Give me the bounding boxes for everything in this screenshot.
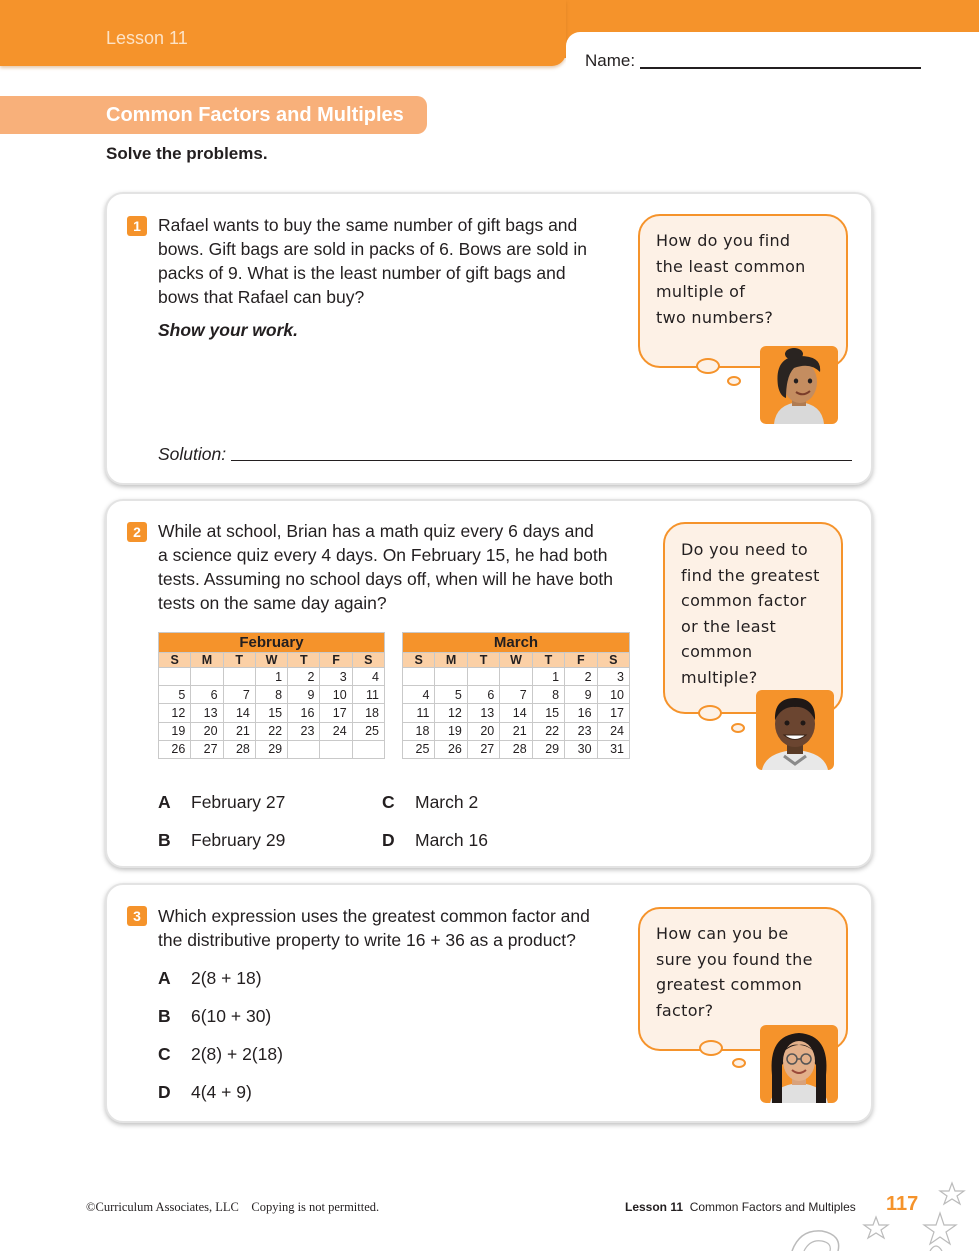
calendar-day: 13 [191, 704, 223, 722]
calendar-day [403, 668, 435, 686]
question-2-line: tests. Assuming no school days off, when will he have both [158, 569, 613, 589]
calendar-day: 21 [223, 722, 255, 740]
student-girl-avatar-icon [760, 346, 838, 424]
calendar-day: 5 [435, 686, 467, 704]
option-letter: D [158, 1082, 171, 1102]
q2-option-d[interactable]: March 16 [415, 830, 488, 850]
q2-option-b[interactable]: February 29 [191, 830, 286, 850]
copyright-notice: ©Curriculum Associates, LLC Copying is not permitted. [86, 1200, 380, 1214]
calendar-day: 15 [255, 704, 287, 722]
student-boy-avatar-icon [756, 690, 834, 770]
calendar-day: 27 [467, 740, 499, 758]
solution-label: Solution: [158, 444, 227, 464]
thought-puff [732, 1058, 746, 1068]
calendar-day: 29 [255, 740, 287, 758]
calendar-day: 8 [255, 686, 287, 704]
q3-option-b[interactable]: 6(10 + 30) [191, 1006, 272, 1026]
calendar-day: 10 [597, 686, 629, 704]
weekday-header: M [435, 653, 467, 668]
option-letter: D [382, 830, 395, 850]
calendar-day: 14 [223, 704, 255, 722]
calendar-day: 22 [532, 722, 564, 740]
calendar-day: 22 [255, 722, 287, 740]
calendar-day [467, 668, 499, 686]
calendar-day: 6 [467, 686, 499, 704]
q2-option-a[interactable]: February 27 [191, 792, 286, 812]
calendar-day: 21 [500, 722, 532, 740]
calendar-day [159, 668, 191, 686]
calendar-day: 1 [255, 668, 287, 686]
show-work-label: Show your work. [158, 320, 299, 340]
calendar-day: 13 [467, 704, 499, 722]
weekday-header: F [320, 653, 352, 668]
calendar-day: 31 [597, 740, 629, 758]
name-label: Name: [585, 51, 636, 70]
student-girl-glasses-avatar-icon [760, 1025, 838, 1103]
calendar-day [435, 668, 467, 686]
calendar-day: 17 [320, 704, 352, 722]
thought-puff [699, 1040, 723, 1056]
calendar-day [352, 740, 384, 758]
calendar-day: 17 [597, 704, 629, 722]
weekday-header: F [565, 653, 597, 668]
weekday-header: T [467, 653, 499, 668]
calendar-day: 5 [159, 686, 191, 704]
calendar-day: 27 [191, 740, 223, 758]
calendar-day: 18 [403, 722, 435, 740]
calendar-day: 23 [565, 722, 597, 740]
q3-option-a[interactable]: 2(8 + 18) [191, 968, 262, 988]
calendar-february [158, 632, 385, 759]
calendar-day: 7 [500, 686, 532, 704]
option-letter: C [158, 1044, 171, 1064]
calendar-day: 20 [467, 722, 499, 740]
option-letter: A [158, 968, 171, 988]
calendar-day: 8 [532, 686, 564, 704]
lesson-label: Lesson 11 [106, 28, 188, 48]
calendar-day: 12 [159, 704, 191, 722]
instructions: Solve the problems. [106, 144, 268, 163]
weekday-header: S [403, 653, 435, 668]
weekday-header: W [255, 653, 287, 668]
calendar-day: 20 [191, 722, 223, 740]
calendar-march [402, 632, 630, 759]
option-letter: B [158, 1006, 171, 1026]
calendar-day: 4 [403, 686, 435, 704]
calendar-day: 7 [223, 686, 255, 704]
calendar-day: 18 [352, 704, 384, 722]
calendar-day: 23 [288, 722, 320, 740]
calendar-day: 16 [288, 704, 320, 722]
calendar-day [288, 740, 320, 758]
calendar-day: 3 [320, 668, 352, 686]
footer-lesson-number: Lesson 11 [625, 1200, 684, 1214]
calendar-day [191, 668, 223, 686]
footer-lesson-title: Common Factors and Multiples [689, 1200, 856, 1214]
calendar-day: 24 [320, 722, 352, 740]
question-2-line: a science quiz every 4 days. On February 15, he had both [158, 545, 608, 565]
calendar-day: 19 [435, 722, 467, 740]
weekday-header: S [159, 653, 191, 668]
q3-option-c[interactable]: 2(8) + 2(18) [191, 1044, 283, 1064]
stars-decoration-icon [780, 1175, 979, 1251]
question-3-text [158, 904, 590, 952]
calendar-day: 1 [532, 668, 564, 686]
thought-puff [731, 723, 745, 733]
calendar-day: 9 [565, 686, 597, 704]
weekday-header: M [191, 653, 223, 668]
calendar-day: 3 [597, 668, 629, 686]
weekday-header: T [532, 653, 564, 668]
calendar-day: 9 [288, 686, 320, 704]
option-letter: A [158, 792, 171, 812]
calendar-day: 15 [532, 704, 564, 722]
question-1-text [158, 213, 587, 309]
q2-option-c[interactable]: March 2 [415, 792, 479, 812]
question-3-number: 3 [127, 906, 147, 926]
calendar-day: 29 [532, 740, 564, 758]
calendar-day: 2 [288, 668, 320, 686]
question-1-line: bows that Rafael can buy? [158, 287, 365, 307]
calendar-day: 30 [565, 740, 597, 758]
calendar-day [320, 740, 352, 758]
option-letter: B [158, 830, 171, 850]
question-3-line: the distributive property to write 16 + 36 as a product? [158, 930, 576, 950]
calendar-day: 25 [352, 722, 384, 740]
thought-puff [696, 358, 720, 374]
calendar-day: 28 [223, 740, 255, 758]
question-2-line: tests on the same day again? [158, 593, 387, 613]
name-field[interactable] [640, 67, 921, 69]
q3-option-d[interactable]: 4(4 + 9) [191, 1082, 252, 1102]
question-1-line: packs of 9. What is the least number of gift bags and [158, 263, 566, 283]
option-letter: C [382, 792, 395, 812]
calendar-day: 11 [352, 686, 384, 704]
page-title: Common Factors and Multiples [106, 104, 404, 126]
calendar-day: 10 [320, 686, 352, 704]
calendar-month: March [403, 633, 630, 653]
thought-puff [698, 705, 722, 721]
question-1-number: 1 [127, 216, 147, 236]
thought-bubble-3-text: How can you be sure you found the greatest common factor? [656, 924, 813, 1020]
calendar-day: 26 [435, 740, 467, 758]
question-1-line: Rafael wants to buy the same number of gift bags and [158, 215, 578, 235]
calendar-day: 25 [403, 740, 435, 758]
calendar-day: 2 [565, 668, 597, 686]
thought-puff [727, 376, 741, 386]
weekday-header: T [288, 653, 320, 668]
calendar-month: February [159, 633, 385, 653]
calendar-day: 11 [403, 704, 435, 722]
question-2-text [158, 519, 613, 615]
thought-bubble-1-text: How do you find the least common multiple of two numbers? [656, 231, 806, 327]
weekday-header: W [500, 653, 532, 668]
lesson-tab [0, 0, 566, 66]
question-3-line: Which expression uses the greatest common factor and [158, 906, 590, 926]
weekday-header: S [597, 653, 629, 668]
calendar-day: 12 [435, 704, 467, 722]
weekday-header: T [223, 653, 255, 668]
calendar-day: 14 [500, 704, 532, 722]
calendar-day: 24 [597, 722, 629, 740]
calendar-day [500, 668, 532, 686]
weekday-header: S [352, 653, 384, 668]
solution-field[interactable] [231, 460, 852, 461]
thought-bubble-2-text: Do you need to find the greatest common factor or the least common multiple? [681, 540, 820, 687]
question-2-number: 2 [127, 522, 147, 542]
calendar-day: 26 [159, 740, 191, 758]
calendar-day: 28 [500, 740, 532, 758]
calendar-day [223, 668, 255, 686]
page-number: 117 [886, 1193, 919, 1215]
calendar-day: 16 [565, 704, 597, 722]
question-1-line: bows. Gift bags are sold in packs of 6. Bows are sold in [158, 239, 587, 259]
calendar-day: 19 [159, 722, 191, 740]
calendar-day: 6 [191, 686, 223, 704]
question-2-line: While at school, Brian has a math quiz every 6 days and [158, 521, 594, 541]
calendar-day: 4 [352, 668, 384, 686]
